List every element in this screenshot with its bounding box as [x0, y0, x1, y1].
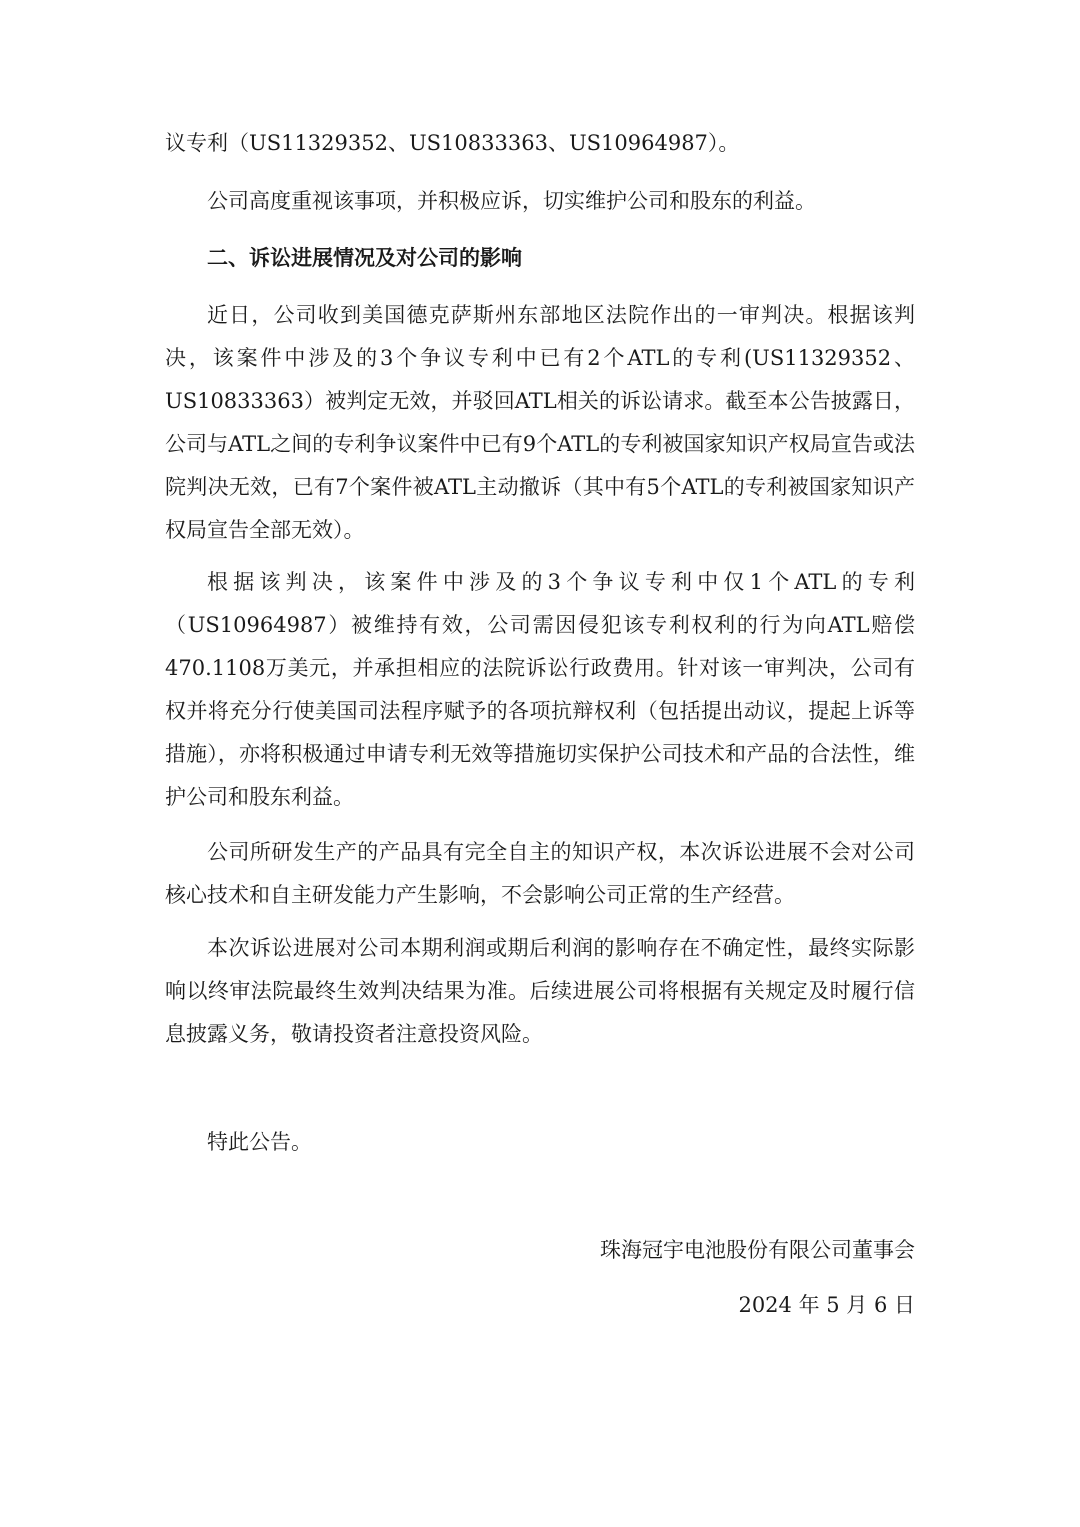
paragraph-uncertainty: 本次诉讼进展对公司本期利润或期后利润的影响存在不确定性，最终实际影响以终审法院最终生效判决结果为准。后续进展公司将根据有关规定及时履行信息披露义务，敬请投资者注意投资风险。 — [165, 936, 915, 1046]
paragraph-company-response: 公司高度重视该事项，并积极应诉，切实维护公司和股东的利益。 — [207, 189, 816, 213]
paragraph-patent-list: 议专利（US11329352、US10833363、US10964987）。 — [165, 131, 740, 155]
paragraph-intellectual-property: 公司所研发生产的产品具有完全自主的知识产权，本次诉讼进展不会对公司核心技术和自主研发能力产生影响，不会影响公司正常的生产经营。 — [165, 840, 915, 907]
paragraph-damages: 根据该判决，该案件中涉及的3个争议专利中仅1个ATL的专利（US10964987）被维持有效，公司需因侵犯该专利权利的行为向ATL赔偿470.1108万美元，并承担相应的法院诉讼行政费用。针对该一审判决，公司有权并将充分行使美国司法程序赋予的各项抗辩权利（包括提出动议，提起上诉等措施），亦将积极通过申请专利无效等措施切实保护公司技术和产品的合法性，维护公司和股东利益。 — [165, 570, 915, 809]
closing-statement: 特此公告。 — [207, 1130, 312, 1154]
announcement-date: 2024 年 5 月 6 日 — [738, 1293, 915, 1317]
signature-board: 珠海冠宇电池股份有限公司董事会 — [600, 1238, 915, 1262]
paragraph-first-instance-ruling: 近日，公司收到美国德克萨斯州东部地区法院作出的一审判决。根据该判决，该案件中涉及的3个争议专利中已有2个ATL的专利(US11329352、US10833363）被判定无效，并驳回ATL相关的诉讼请求。截至本公告披露日，公司与ATL之间的专利争议案件中已有9个ATL的专利被国家知识产权局宣告或法院判决无效，已有7个案件被ATL主动撤诉（其中有5个ATL的专利被国家知识产权局宣告全部无效）。 — [165, 303, 915, 542]
section-heading: 二、诉讼进展情况及对公司的影响 — [207, 245, 522, 270]
